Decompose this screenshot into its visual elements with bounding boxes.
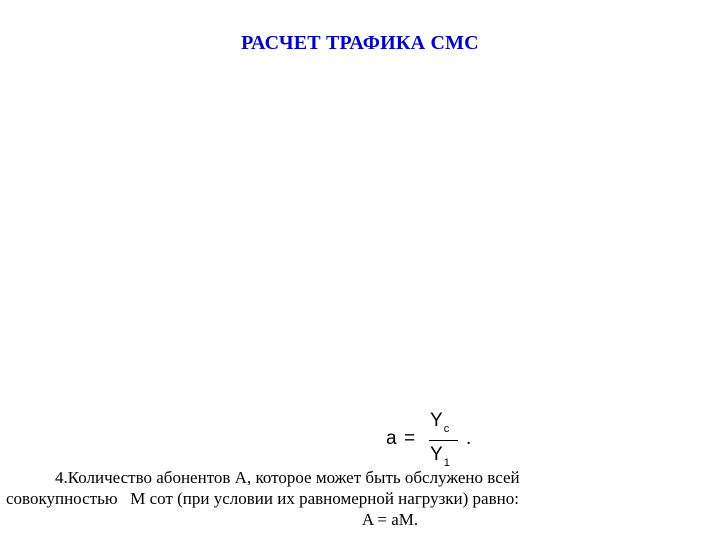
formula-trailing-dot: . xyxy=(466,428,472,449)
formula-lhs: a xyxy=(386,428,397,449)
formula-equals: = xyxy=(404,428,416,449)
total-subscribers-formula: A = aM. xyxy=(361,510,419,529)
paragraph xyxy=(0,467,720,530)
paragraph-line-2: совокупностью М сот (при условии их равномерной нагрузки) равно: xyxy=(6,489,519,508)
fraction-bar xyxy=(429,440,458,441)
paragraph-line-1: 4.Количество абонентов А, которое может быть обслужено всей xyxy=(55,468,520,487)
formula-numerator-symbol: Y xyxy=(430,410,443,431)
subscribers-per-cell-formula xyxy=(386,410,496,474)
formula-denominator-symbol: Y xyxy=(430,444,443,465)
formula-numerator xyxy=(430,410,450,435)
formula-numerator-subscript: c xyxy=(443,423,450,435)
formula-denominator-subscript: 1 xyxy=(443,457,450,469)
slide-title: РАСЧЕТ ТРАФИКА СМС xyxy=(241,32,479,54)
formula-denominator xyxy=(430,444,450,469)
